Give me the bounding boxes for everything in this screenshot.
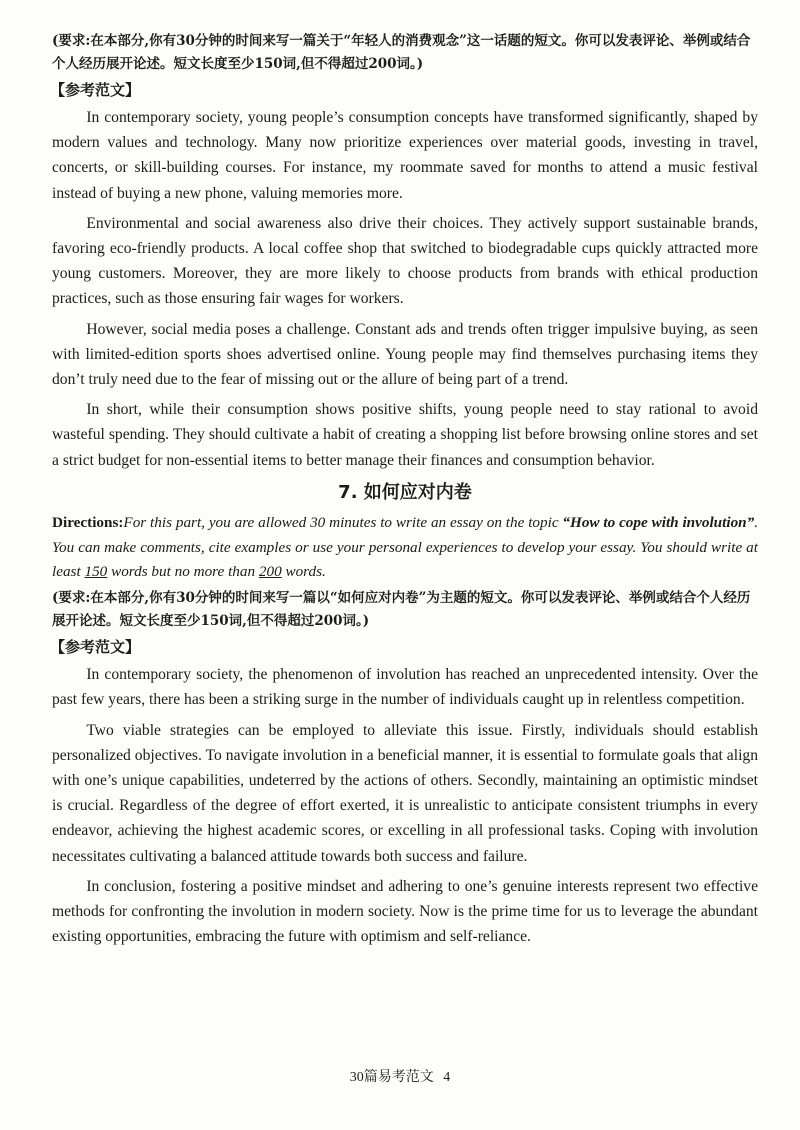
essay6-paragraph-2: Environmental and social awareness also drive their choices. They actively support sustainable brands, favoring eco-friendly products. A local coffee shop that switched to biodegradable cups quickly attracted more young customers. Moreover, they are more likely to choose products from brands with ethical production practices, such as those ensuring fair wages for workers. [52, 214, 758, 308]
directions-text-3: words but no more than [107, 563, 259, 581]
essay7-requirement: (要求:在本部分,你有30分钟的时间来写一篇以“如何应对内卷”为主题的短文。你可以发表评论、举例或结合个人经历展开论述。短文长度至少150词,但不得超过200词。) [52, 590, 751, 630]
directions-text-4: words. [281, 563, 326, 581]
page-footer: 30篇易考范文 4 [349, 1070, 451, 1085]
directions-topic: “How to cope with involution” [562, 513, 755, 531]
essay7-paragraph-3: In conclusion, fostering a positive mindset and adhering to one’s genuine interests represent two effective methods for confronting the involution in modern society. Now is the prime time for us to leverage the abundant existing opportunities, embracing the future with optimism and self-reliance. [52, 877, 758, 946]
essay6-requirement: (要求:在本部分,你有30分钟的时间来写一篇关于“年轻人的消费观念”这一话题的短文。你可以发表评论、举例或结合个人经历展开论述。短文长度至少150词,但不得超过200词。) [52, 33, 751, 72]
directions-text-1: For this part, you are allowed 30 minutes to write an essay on the topic [123, 513, 563, 531]
directions-label: Directions: [52, 513, 124, 531]
essay7-paragraph-1: In contemporary society, the phenomenon of involution has reached an unprecedented intensity. Over the past few years, there has been a striking surge in the number of individuals caught up in relentless competition. [52, 666, 758, 709]
directions-min-words: 150 [84, 563, 108, 581]
essay6-paragraph-3: However, social media poses a challenge. Constant ads and trends often trigger impulsive buying, as seen with limited-edition sports shoes advertised online. Young people may find themselves purchasing items they don’t truly need due to the fear of missing out or the allure of being part of a trend. [52, 320, 758, 389]
essay6-paragraph-1: In contemporary society, young people’s consumption concepts have transformed significantly, shaped by modern values and technology. Many now prioritize experiences over material goods, investing in travel, concerts, or skill-building courses. For instance, my roommate saved for months to attend a music festival instead of buying a new phone, valuing memories more. [52, 109, 758, 202]
essay7-directions [52, 511, 758, 585]
essay7-title: 7. 如何应对内卷 [338, 481, 472, 503]
essay6-paragraph-4: In short, while their consumption shows positive shifts, young people need to stay rational to avoid wasteful spending. They should cultivate a habit of creating a shopping list before browsing online stores and set a strict budget for non-essential items to better manage their finances and consumption behavior. [52, 401, 758, 469]
page-content [52, 30, 758, 954]
essay7-paragraph-2: Two viable strategies can be employed to alleviate this issue. Firstly, individuals should establish personalized objectives. To navigate involution in a beneficial manner, it is essential to formulate goals that align with one’s unique capabilities, undeterred by the actions of others. Secondly, maintaining an optimistic mindset is crucial. Regardless of the degree of effort exerted, it is unrealistic to anticipate consistent triumphs in every endeavor, achieving the highest academic scores, or excelling in all professional tasks. Coping with involution necessitates cultivating a balanced attitude towards both success and failure. [52, 721, 758, 865]
directions-max-words: 200 [258, 563, 282, 581]
directions-text-2: . You can make comments, cite examples or use your personal experiences to develop your essay. You should write at least [52, 513, 758, 581]
essay7-sample-label: 【参考范文】 [50, 638, 141, 657]
essay6-sample-label: 【参考范文】 [50, 81, 141, 99]
